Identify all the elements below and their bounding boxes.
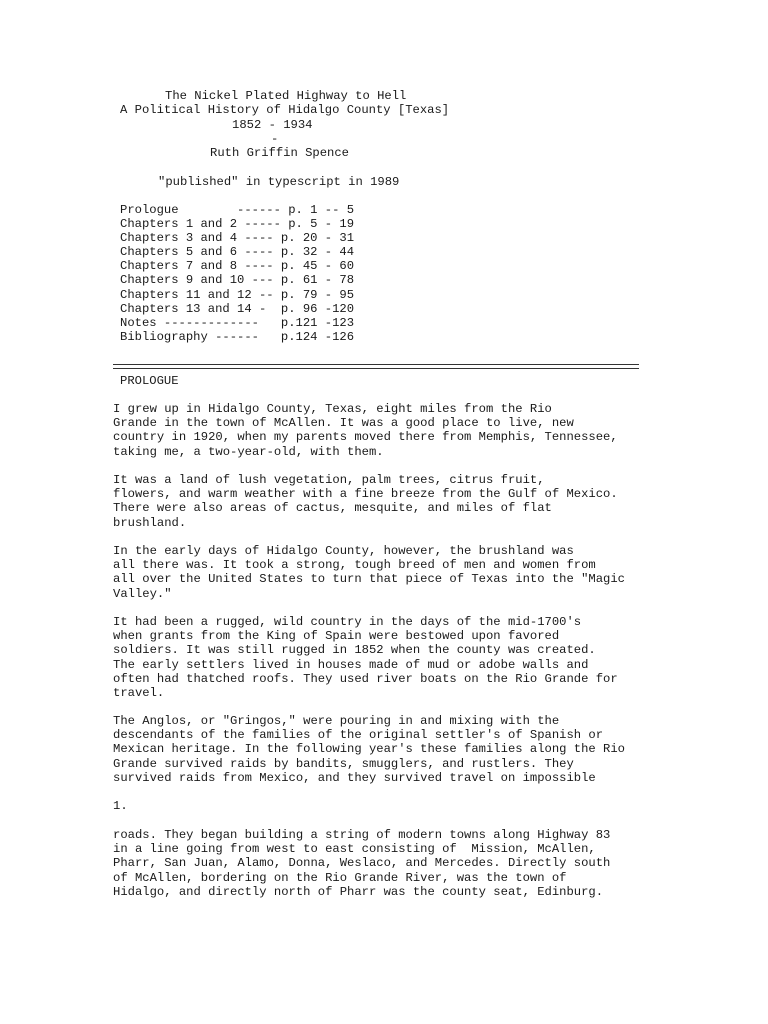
page-number: 1.: [113, 799, 128, 813]
toc-entry: Chapters 13 and 14 - p. 96 -120: [120, 302, 355, 316]
body-paragraph: I grew up in Hidalgo County, Texas, eight miles from the Rio Grande in the town of McAllen. It was a good place to live, new country in 1920, when my parents moved there from Memphis, Tennessee, taking me, a two-year-old, with them.: [113, 402, 618, 459]
body-paragraph: The Anglos, or "Gringos," were pouring in and mixing with the descendants of the families of the original settler's of Spanish or Mexican heritage. In the following year's these families along the Rio Grande survived raids by bandits, smugglers, and rustlers. They survived raids from Mexico, and they survived travel on impossible: [113, 714, 625, 785]
toc-entry: Chapters 3 and 4 ---- p. 20 - 31: [120, 231, 355, 245]
body-paragraph: roads. They began building a string of modern towns along Highway 83 in a line going from west to east consisting of Mission, McAllen, Pharr, San Juan, Alamo, Donna, Weslaco, and Mercedes. Directly south of McAllen, bordering on the Rio Grande River, was the town of Hidalgo, and directly north of Pharr was the county seat, Edinburg.: [113, 828, 611, 899]
section-heading: PROLOGUE: [120, 374, 179, 388]
toc-entry: Bibliography ------ p.124 -126: [120, 330, 355, 344]
title-dash: -: [271, 132, 279, 146]
toc-entry: Chapters 9 and 10 --- p. 61 - 78: [120, 273, 355, 287]
toc-entry: Chapters 5 and 6 ---- p. 32 - 44: [120, 245, 355, 259]
document-title: The Nickel Plated Highway to Hell: [165, 89, 407, 103]
toc-entry: Chapters 1 and 2 ----- p. 5 - 19: [120, 217, 355, 231]
toc-entry: Prologue ------ p. 1 -- 5: [120, 203, 355, 217]
toc-entry: Notes ------------- p.121 -123: [120, 316, 355, 330]
toc-entry: Chapters 7 and 8 ---- p. 45 - 60: [120, 259, 355, 273]
toc-entry: Chapters 11 and 12 -- p. 79 - 95: [120, 288, 355, 302]
published-note: "published" in typescript in 1989: [158, 175, 400, 189]
document-author: Ruth Griffin Spence: [210, 146, 349, 160]
body-paragraph: It had been a rugged, wild country in the days of the mid-1700's when grants from the King of Spain were bestowed upon favored soldiers. It was still rugged in 1852 when the county was created. The early settlers lived in houses made of mud or adobe walls and often had thatched roofs. They used river boats on the Rio Grande for travel.: [113, 615, 618, 701]
body-paragraph: It was a land of lush vegetation, palm trees, citrus fruit, flowers, and warm weather with a fine breeze from the Gulf of Mexico. There were also areas of cactus, mesquite, and miles of flat brushland.: [113, 473, 618, 530]
body-paragraph: In the early days of Hidalgo County, however, the brushland was all there was. It took a strong, tough breed of men and women from all over the United States to turn that piece of Texas into the "Magic Valley.": [113, 544, 625, 601]
document-years: 1852 - 1934: [232, 118, 313, 132]
double-rule-divider: [113, 364, 639, 369]
document-subtitle: A Political History of Hidalgo County [Texas]: [120, 103, 450, 117]
